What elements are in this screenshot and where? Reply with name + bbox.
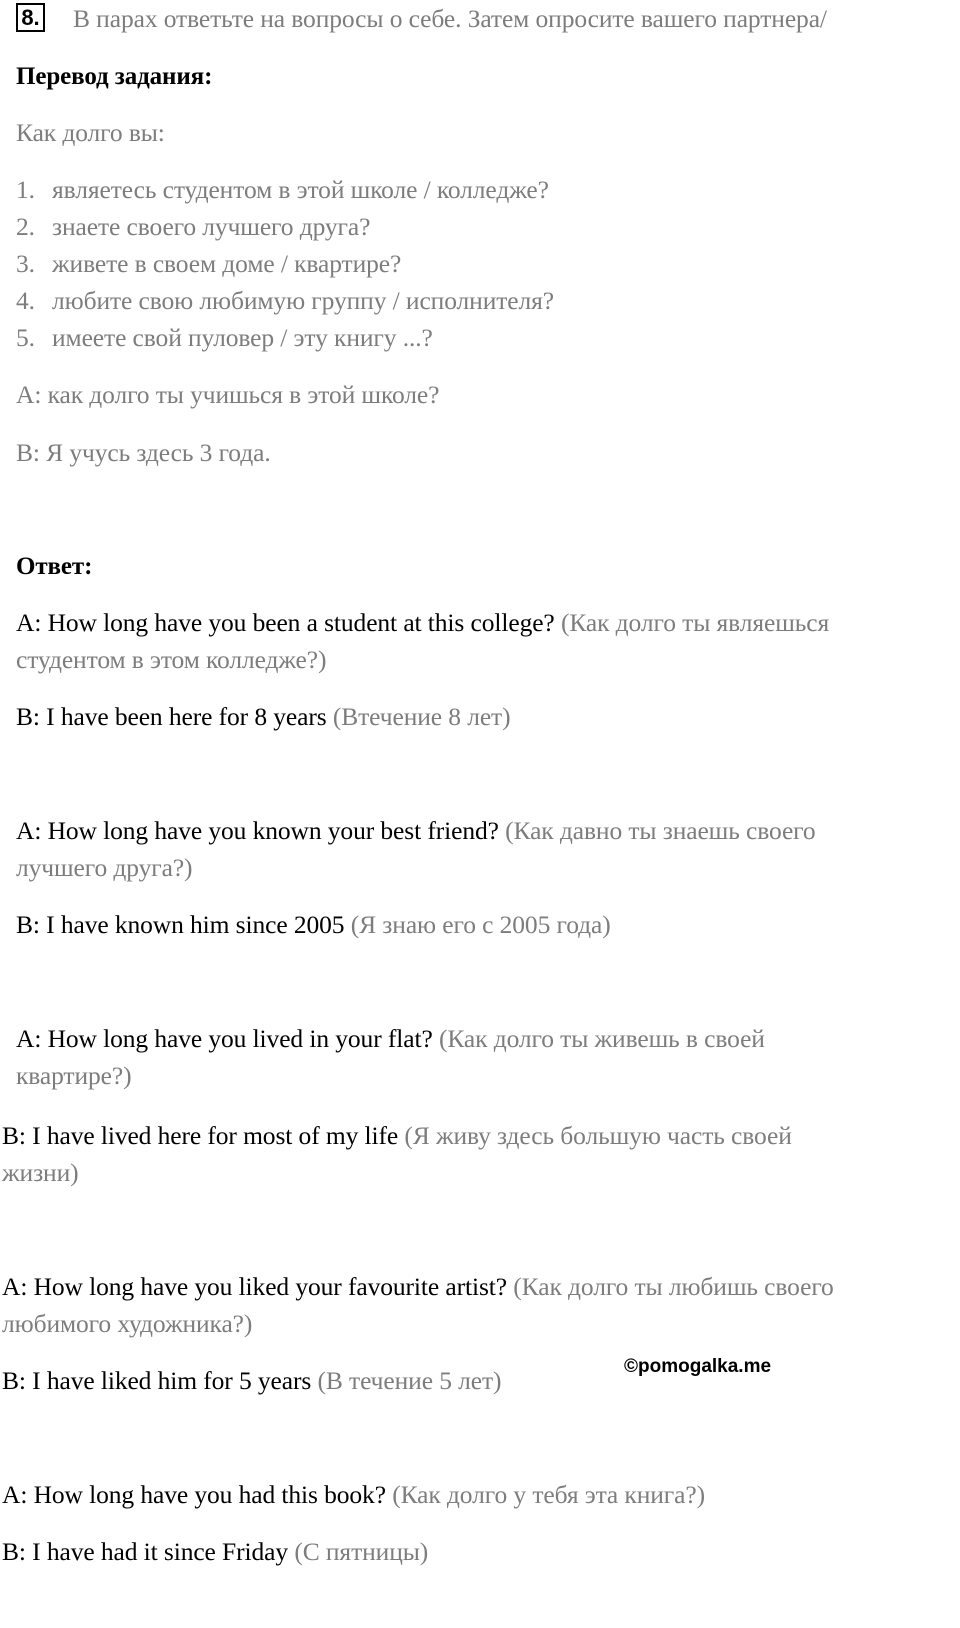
question-russian-continued: студентом в этом колледже?) [16, 645, 327, 674]
answer-russian: (В течение 5 лет) [317, 1366, 502, 1395]
dialogue-answer [16, 702, 511, 732]
task-instruction: В парах ответьте на вопросы о себе. Затем опросите вашего партнера/ [73, 4, 827, 33]
answer-english: B: I have liked him for 5 years [2, 1366, 312, 1395]
list-item-text: имеете свой пуловер / эту книгу ...? [52, 323, 433, 352]
answer-english: B: I have had it since Friday [2, 1537, 289, 1566]
question-russian-continued: лучшего друга?) [16, 853, 193, 882]
answer-english: B: I have known him since 2005 [16, 910, 345, 939]
question-russian: (Как долго ты любишь своего [513, 1272, 834, 1301]
answer-russian: (Втечение 8 лет) [332, 702, 511, 731]
answer-russian: (С пятницы) [294, 1537, 429, 1566]
translation-heading: Перевод задания: [16, 63, 213, 90]
task-number-box: 8. [16, 3, 45, 32]
answer-russian-continued: жизни) [2, 1158, 79, 1187]
answer-english: B: I have been here for 8 years [16, 702, 327, 731]
list-item-number: 4. [16, 286, 35, 315]
question-russian: (Как долго ты живешь в своей [438, 1024, 765, 1053]
translation-list-item [16, 175, 549, 205]
translation-list-item [16, 286, 554, 316]
answer-heading: Ответ: [16, 553, 93, 580]
question-english: A: How long have you lived in your flat? [16, 1024, 433, 1053]
answer-russian: (Я знаю его с 2005 года) [350, 910, 611, 939]
dialogue-answer [2, 1366, 501, 1396]
dialogue-answer [16, 910, 611, 940]
dialogue-question [16, 1024, 765, 1054]
translation-intro: Как долго вы: [16, 118, 165, 147]
translation-example-a: А: как долго ты учишься в этой школе? [16, 380, 440, 409]
question-english: A: How long have you known your best friend? [16, 816, 499, 845]
dialogue-question [2, 1272, 834, 1302]
question-english: A: How long have you been a student at this college? [16, 608, 555, 637]
list-item-number: 2. [16, 212, 35, 241]
question-russian: (Как долго ты являешься [560, 608, 830, 637]
list-item-text: являетесь студентом в этой школе / колледже? [52, 175, 549, 204]
dialogue-answer [2, 1121, 792, 1151]
list-item-number: 5. [16, 323, 35, 352]
list-item-number: 1. [16, 175, 35, 204]
dialogue-answer [2, 1537, 428, 1567]
answer-russian: (Я живу здесь большую часть своей [404, 1121, 792, 1150]
question-english: A: How long have you liked your favourite artist? [2, 1272, 507, 1301]
list-item-text: знаете своего лучшего друга? [52, 212, 371, 241]
dialogue-question [16, 608, 829, 638]
list-item-text: живете в своем доме / квартире? [52, 249, 402, 278]
translation-list-item [16, 249, 401, 279]
dialogue-question [2, 1480, 705, 1510]
translation-list-item [16, 323, 433, 353]
list-item-text: любите свою любимую группу / исполнителя? [52, 286, 554, 315]
question-russian: (Как давно ты знаешь своего [505, 816, 816, 845]
list-item-number: 3. [16, 249, 35, 278]
question-english: A: How long have you had this book? [2, 1480, 386, 1509]
translation-example-b: В: Я учусь здесь 3 года. [16, 438, 271, 467]
translation-list-item [16, 212, 370, 242]
answer-english: B: I have lived here for most of my life [2, 1121, 399, 1150]
question-russian: (Как долго у тебя эта книга?) [392, 1480, 705, 1509]
question-russian-continued: любимого художника?) [2, 1309, 253, 1338]
dialogue-question [16, 816, 816, 846]
watermark: ©pomogalka.me [624, 1356, 772, 1377]
question-russian-continued: квартире?) [16, 1061, 132, 1090]
